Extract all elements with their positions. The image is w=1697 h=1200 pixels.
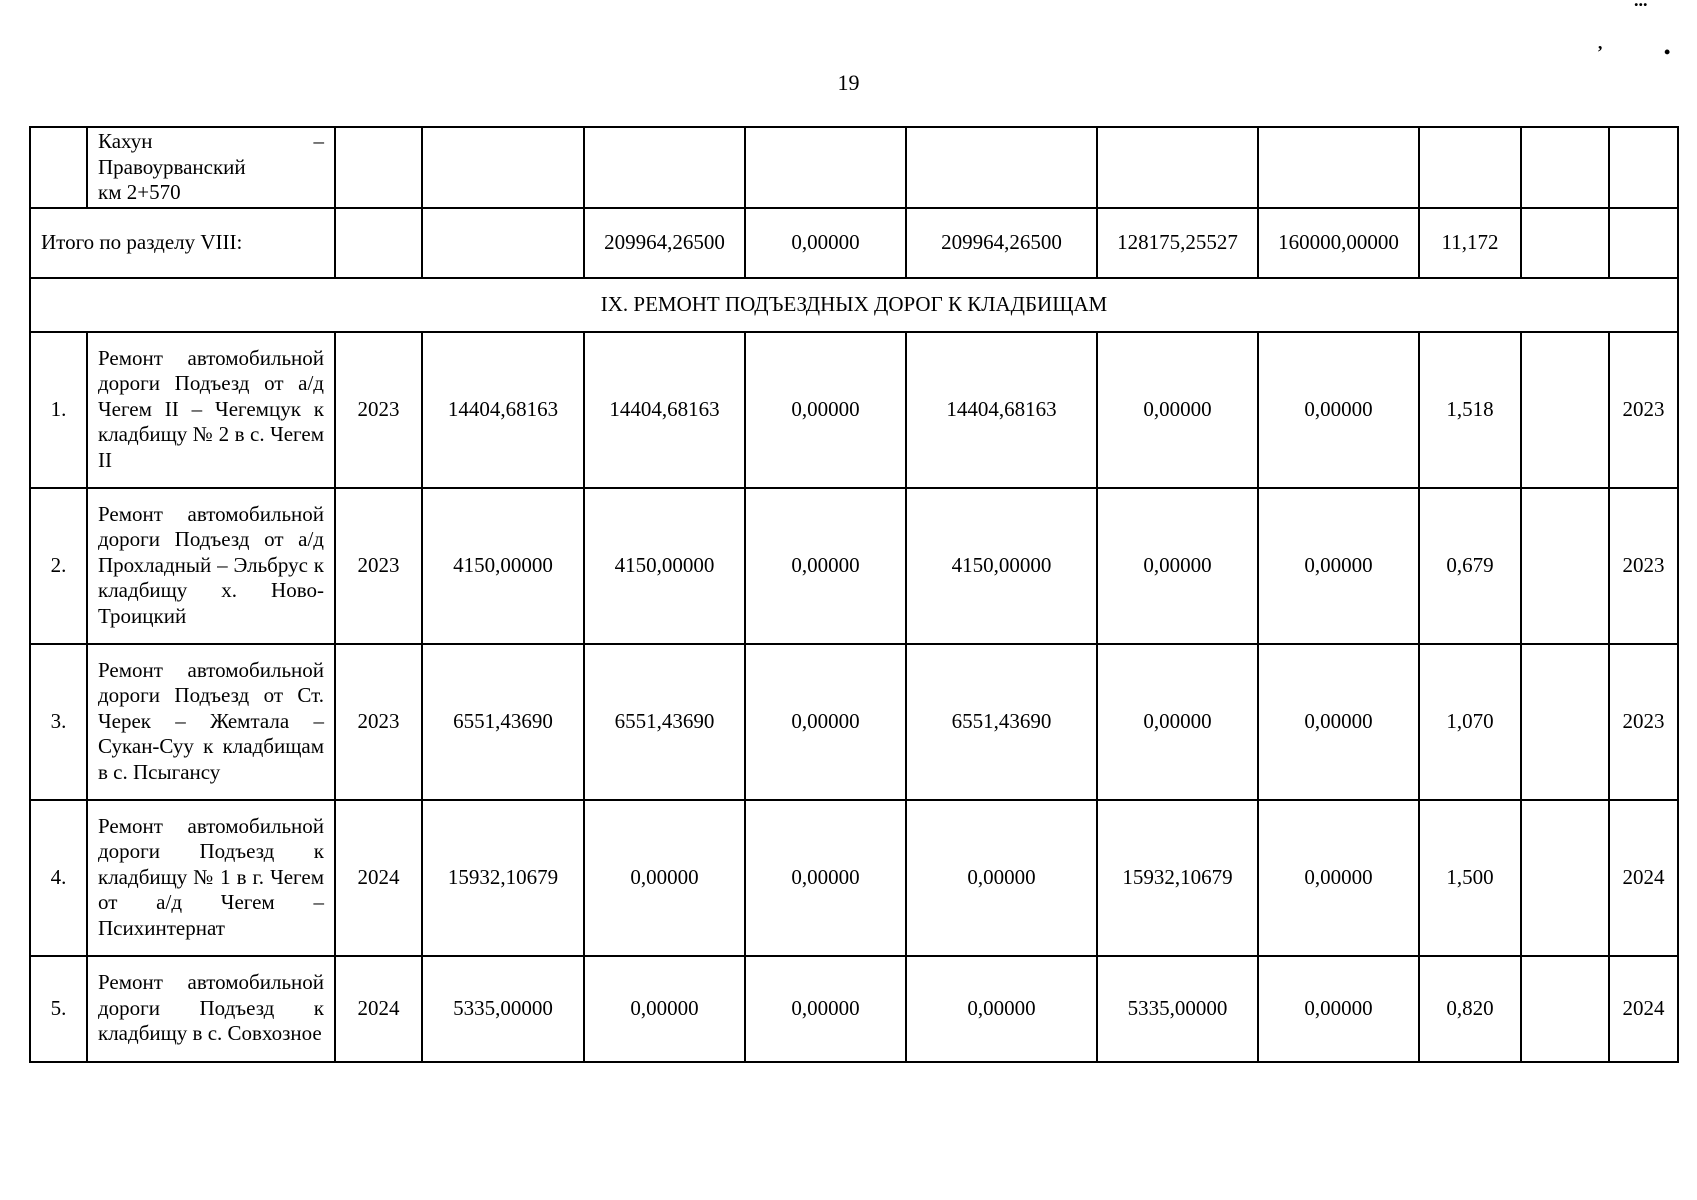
- road-name: Ремонт автомобильной дороги Подъезд от Ст. Черек – Жемтала – Сукан-Суу к кладбищам в с. Псыгансу: [87, 644, 335, 800]
- cost-value: 0,00000: [1258, 332, 1419, 488]
- total-value: 209964,26500: [906, 208, 1097, 278]
- scan-mark: ’: [1597, 42, 1603, 62]
- end-year: 2023: [1609, 332, 1678, 488]
- table-cell: [335, 127, 422, 208]
- cost-value: 0,00000: [584, 800, 745, 956]
- scan-mark: •: [1664, 42, 1671, 62]
- section-heading-row: [30, 278, 1678, 332]
- table-cell: [1521, 488, 1609, 644]
- road-name: Ремонт автомобильной дороги Подъезд к кладбищу в с. Совхозное: [87, 956, 335, 1062]
- cost-value: 0,00000: [1258, 488, 1419, 644]
- cost-value: 0,00000: [1258, 956, 1419, 1062]
- cost-value: 0,00000: [745, 332, 906, 488]
- end-year: 2024: [1609, 956, 1678, 1062]
- table-cell: [1097, 127, 1258, 208]
- cost-value: 15932,10679: [1097, 800, 1258, 956]
- total-value: 160000,00000: [1258, 208, 1419, 278]
- table-cell: [422, 127, 584, 208]
- start-year: 2023: [335, 488, 422, 644]
- cost-value: 0,00000: [745, 488, 906, 644]
- road-name-line: км 2+570: [98, 180, 181, 204]
- row-number: 5.: [30, 956, 87, 1062]
- cost-value: 14404,68163: [906, 332, 1097, 488]
- section-total-row: [30, 208, 1678, 278]
- table-cell: [584, 127, 745, 208]
- row-number: 2.: [30, 488, 87, 644]
- row-number: 3.: [30, 644, 87, 800]
- cost-value: 0,00000: [584, 956, 745, 1062]
- road-length: 1,070: [1419, 644, 1521, 800]
- table-cell: [1419, 127, 1521, 208]
- start-year: 2024: [335, 956, 422, 1062]
- road-name-line: Кахун: [98, 129, 153, 153]
- road-length: 0,820: [1419, 956, 1521, 1062]
- road-length: 1,518: [1419, 332, 1521, 488]
- table-cell: [1258, 127, 1419, 208]
- table-cell: [1521, 800, 1609, 956]
- table-cell: [745, 127, 906, 208]
- cost-value: 0,00000: [1097, 644, 1258, 800]
- table-cell: [1521, 208, 1609, 278]
- start-year: 2024: [335, 800, 422, 956]
- budget-table: [29, 126, 1679, 1063]
- road-name: Ремонт автомобильной дороги Подъезд от а/д Чегем II – Чегемцук к кладбищу № 2 в с. Чегем II: [87, 332, 335, 488]
- scan-mark: ...: [1634, 0, 1648, 10]
- cost-value: 6551,43690: [906, 644, 1097, 800]
- road-name-dash: –: [313, 129, 324, 153]
- table-cell: [30, 127, 87, 208]
- cost-value: 0,00000: [1258, 644, 1419, 800]
- table-row: [30, 332, 1678, 488]
- road-name: Ремонт автомобильной дороги Подъезд к кладбищу № 1 в г. Чегем от а/д Чегем – Психинтернат: [87, 800, 335, 956]
- table-cell: [1521, 127, 1609, 208]
- start-year: 2023: [335, 644, 422, 800]
- cost-total: 6551,43690: [422, 644, 584, 800]
- start-year: 2023: [335, 332, 422, 488]
- table-cell: [1521, 644, 1609, 800]
- end-year: 2023: [1609, 644, 1678, 800]
- cost-value: 6551,43690: [584, 644, 745, 800]
- row-number: 4.: [30, 800, 87, 956]
- page-number: 19: [837, 70, 860, 95]
- cost-value: 4150,00000: [906, 488, 1097, 644]
- cost-total: 4150,00000: [422, 488, 584, 644]
- cost-value: 0,00000: [745, 800, 906, 956]
- table-row: [30, 644, 1678, 800]
- cost-value: 0,00000: [745, 956, 906, 1062]
- end-year: 2024: [1609, 800, 1678, 956]
- road-name-line: Правоурванский: [98, 154, 246, 179]
- cost-total: 14404,68163: [422, 332, 584, 488]
- table-cell: [335, 208, 422, 278]
- section-title: IX. РЕМОНТ ПОДЪЕЗДНЫХ ДОРОГ К КЛАДБИЩАМ: [30, 278, 1678, 332]
- end-year: 2023: [1609, 488, 1678, 644]
- row-number: 1.: [30, 332, 87, 488]
- cost-value: 0,00000: [906, 800, 1097, 956]
- table-row: [30, 127, 1678, 208]
- cost-value: 0,00000: [1097, 332, 1258, 488]
- road-length: 1,500: [1419, 800, 1521, 956]
- table-row: [30, 956, 1678, 1062]
- cost-value: 14404,68163: [584, 332, 745, 488]
- total-length: 11,172: [1419, 208, 1521, 278]
- cost-value: 0,00000: [1097, 488, 1258, 644]
- cost-value: 0,00000: [906, 956, 1097, 1062]
- total-value: 209964,26500: [584, 208, 745, 278]
- section-total-label: Итого по разделу VIII:: [30, 208, 335, 278]
- cost-value: 0,00000: [1258, 800, 1419, 956]
- cost-total: 15932,10679: [422, 800, 584, 956]
- table-cell: [906, 127, 1097, 208]
- road-name-cell: [87, 127, 335, 208]
- cost-value: 0,00000: [745, 644, 906, 800]
- road-name: Ремонт автомобильной дороги Подъезд от а/д Прохладный – Эльбрус к кладбищу х. Ново-Троицкий: [87, 488, 335, 644]
- table-cell: [1521, 332, 1609, 488]
- cost-total: 5335,00000: [422, 956, 584, 1062]
- total-value: 0,00000: [745, 208, 906, 278]
- table-cell: [422, 208, 584, 278]
- cost-value: 4150,00000: [584, 488, 745, 644]
- cost-value: 5335,00000: [1097, 956, 1258, 1062]
- road-length: 0,679: [1419, 488, 1521, 644]
- table-row: [30, 800, 1678, 956]
- table-cell: [1609, 208, 1678, 278]
- table-cell: [1609, 127, 1678, 208]
- table-row: [30, 488, 1678, 644]
- total-value: 128175,25527: [1097, 208, 1258, 278]
- table-cell: [1521, 956, 1609, 1062]
